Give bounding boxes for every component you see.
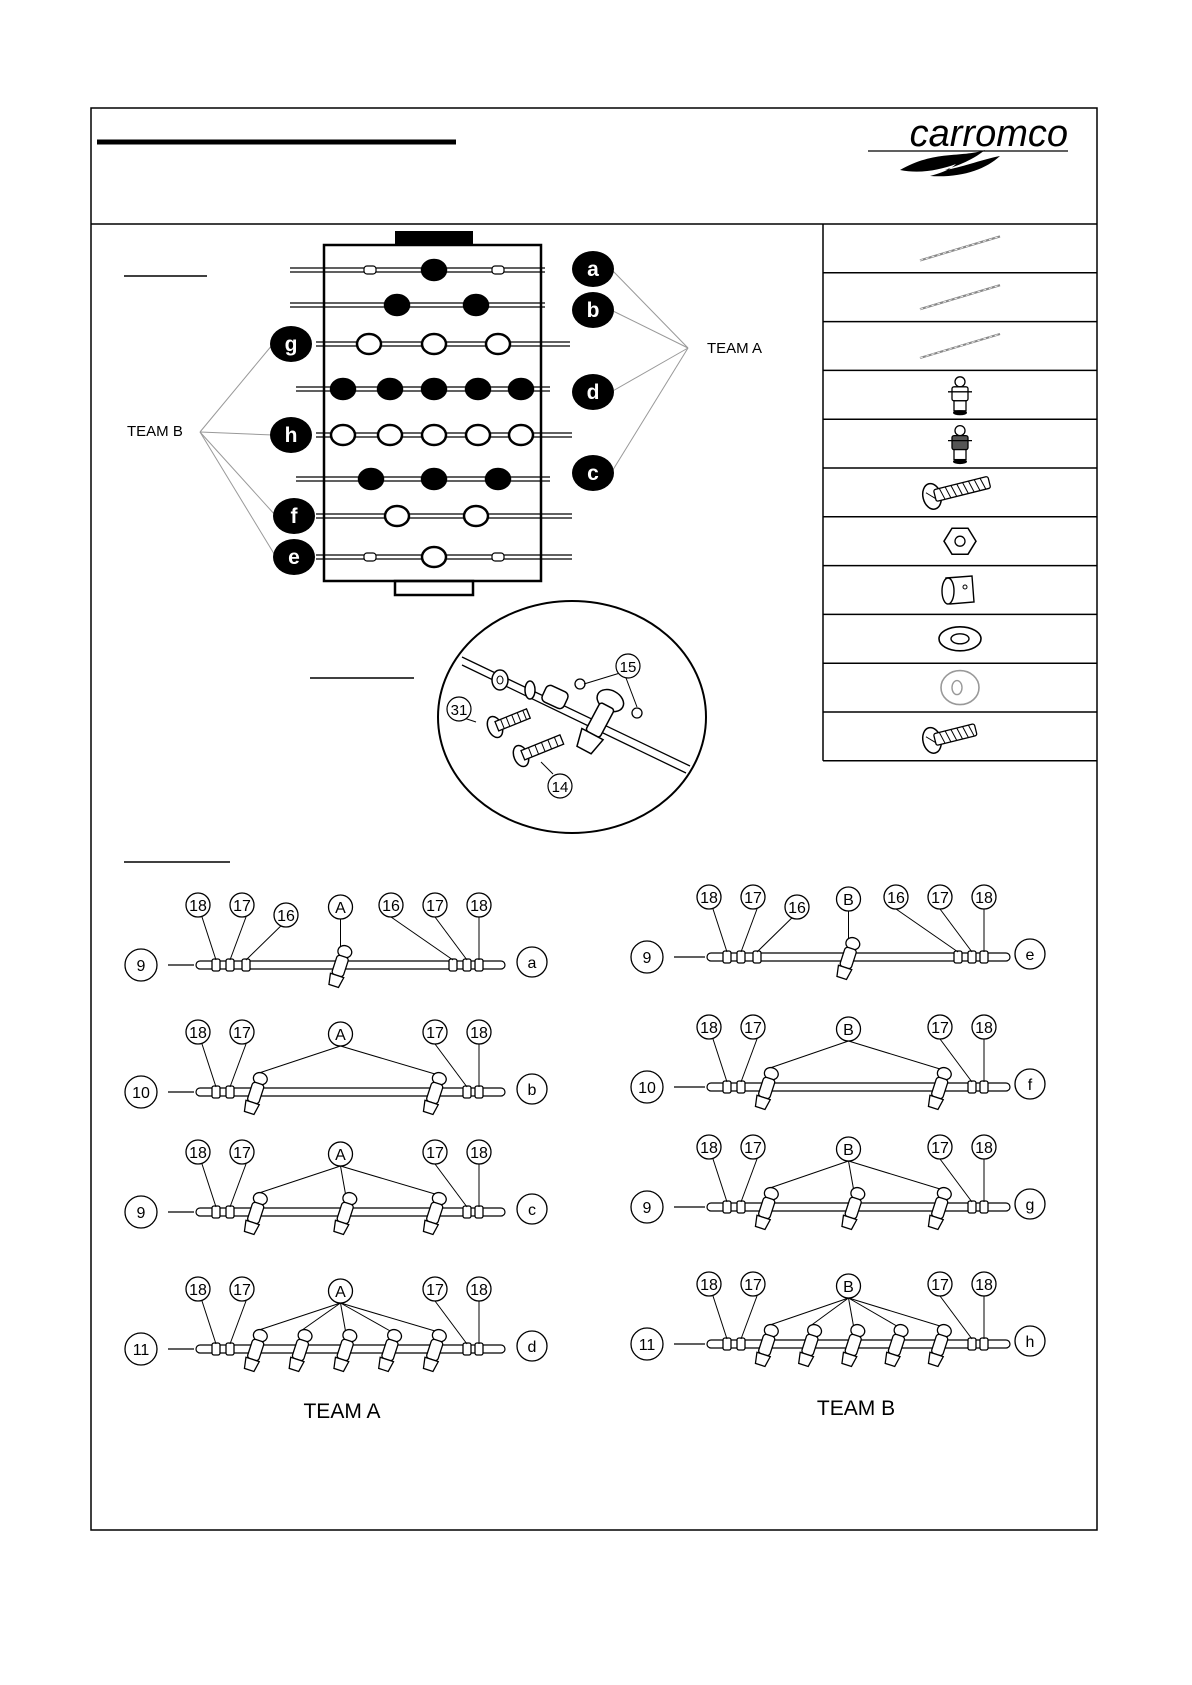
part-callout-18: 18	[975, 1020, 993, 1037]
overview-rod-d	[296, 379, 550, 399]
detail-callout-15: 15	[619, 659, 637, 676]
rod-assembly-d	[125, 1277, 547, 1372]
overview-player	[331, 379, 355, 399]
part-callout-17: 17	[931, 1020, 949, 1037]
detail-bumper	[492, 670, 508, 690]
overview-rod-h	[316, 425, 572, 445]
team-b-assembly-label: TEAM B	[816, 1397, 896, 1420]
team-a-assembly-label: TEAM A	[303, 1400, 381, 1423]
overview-player	[422, 334, 446, 354]
part-callout-17: 17	[233, 1282, 251, 1299]
overview-badge-d	[572, 374, 614, 410]
overview-badge-a	[572, 251, 614, 287]
part-callout-16: 16	[277, 908, 295, 925]
rod-letter: a	[527, 955, 537, 972]
overview-player	[422, 260, 446, 280]
part-callout-16: 16	[887, 890, 905, 907]
short-screw-icon	[920, 717, 979, 755]
overview-badge-f	[273, 498, 315, 534]
overview-player	[466, 425, 490, 445]
rod-letter: g	[1025, 1197, 1035, 1214]
player-team-a-icon	[948, 377, 972, 416]
goal-bottom	[395, 581, 473, 595]
player-team-callout: B	[843, 1142, 854, 1159]
part-callout-17: 17	[744, 1277, 762, 1294]
table-overview-diagram	[127, 231, 762, 595]
team-a-leader	[611, 269, 688, 348]
rubber-bumper-icon	[941, 671, 979, 705]
overview-player	[464, 506, 488, 526]
rod-assemblies	[125, 885, 1045, 1372]
detail-nut-1	[575, 679, 585, 689]
team-b-leader	[200, 432, 276, 557]
rod-assembly-e	[631, 885, 1045, 980]
overview-badge-h	[270, 417, 312, 453]
part-callout-18: 18	[975, 1277, 993, 1294]
player-team-callout: A	[335, 1284, 346, 1301]
goal-top	[395, 231, 473, 245]
rod-part-number: 11	[638, 1337, 656, 1354]
long-screw-icon	[920, 470, 992, 512]
part-callout-17: 17	[744, 1140, 762, 1157]
overview-player	[422, 547, 446, 567]
overview-player	[385, 506, 409, 526]
overview-rod-g	[316, 334, 570, 354]
part-callout-18: 18	[470, 898, 488, 915]
rod-medium-icon	[920, 285, 1000, 309]
rod-part-number: 10	[638, 1080, 656, 1097]
overview-badge-letter-e: e	[288, 546, 300, 569]
player-team-callout: B	[843, 892, 854, 909]
part-callout-17: 17	[426, 1145, 444, 1162]
part-callout-18: 18	[470, 1025, 488, 1042]
player-team-callout: B	[843, 1022, 854, 1039]
player-team-callout: A	[335, 900, 346, 917]
part-callout-18: 18	[189, 1282, 207, 1299]
hex-nut-icon	[944, 528, 976, 554]
player-team-callout: A	[335, 1147, 346, 1164]
team-b-label: TEAM B	[127, 423, 183, 440]
part-callout-18: 18	[700, 1277, 718, 1294]
detail-view	[438, 601, 706, 833]
detail-callout-14: 14	[551, 779, 569, 796]
detail-player	[572, 685, 628, 756]
part-callout-17: 17	[931, 1277, 949, 1294]
rod-letter: h	[1025, 1334, 1035, 1351]
overview-rod-e	[316, 547, 572, 567]
rod-letter: f	[1027, 1077, 1033, 1094]
detail-screw-14	[510, 729, 566, 769]
overview-rod-f	[316, 506, 572, 526]
overview-rod-b	[290, 295, 545, 315]
part-callout-18: 18	[189, 1025, 207, 1042]
bumper-sleeve-icon	[942, 576, 974, 604]
rod-part-number: 9	[136, 1205, 146, 1222]
rod-assembly-g	[631, 1135, 1045, 1230]
rod-part-number: 10	[132, 1085, 150, 1102]
overview-badge-g	[270, 326, 312, 362]
detail-callout-31: 31	[450, 702, 468, 719]
part-callout-18: 18	[189, 1145, 207, 1162]
overview-player	[422, 469, 446, 489]
table-outline	[324, 245, 541, 581]
player-team-callout: B	[843, 1279, 854, 1296]
part-callout-18: 18	[700, 1140, 718, 1157]
overview-player	[466, 379, 490, 399]
detail-screw-31	[484, 703, 532, 740]
part-callout-17: 17	[931, 890, 949, 907]
overview-player	[422, 379, 446, 399]
part-callout-17: 17	[233, 898, 251, 915]
brand-logo	[868, 113, 1068, 176]
rod-short-icon	[920, 334, 1000, 358]
overview-player	[422, 425, 446, 445]
team-a-leader	[611, 348, 688, 473]
team-a-label: TEAM A	[707, 340, 763, 357]
overview-player	[378, 425, 402, 445]
rod-letter: c	[528, 1202, 536, 1219]
overview-badge-letter-a: a	[587, 258, 599, 281]
part-callout-17: 17	[233, 1025, 251, 1042]
overview-player	[486, 469, 510, 489]
rod-letter: e	[1025, 947, 1035, 964]
part-callout-18: 18	[700, 1020, 718, 1037]
team-b-leader	[200, 432, 273, 435]
overview-player	[509, 425, 533, 445]
team-b-leader	[200, 344, 273, 432]
rod-letter: d	[527, 1339, 537, 1356]
detail-washer	[525, 681, 535, 699]
overview-badge-letter-f: f	[290, 505, 298, 528]
rod-assembly-b	[125, 1020, 547, 1115]
rod-assembly-c	[125, 1140, 547, 1235]
part-callout-17: 17	[931, 1140, 949, 1157]
rod-part-number: 11	[132, 1342, 150, 1359]
rod-part-number: 9	[136, 958, 146, 975]
part-callout-18: 18	[189, 898, 207, 915]
overview-player	[385, 295, 409, 315]
rod-assembly-a	[125, 893, 547, 988]
overview-player	[357, 334, 381, 354]
rod-assembly-f	[631, 1015, 1045, 1110]
overview-player	[331, 425, 355, 445]
part-callout-16: 16	[382, 898, 400, 915]
team-b-leader	[200, 432, 276, 516]
overview-player	[378, 379, 402, 399]
team-a-leader	[611, 310, 688, 348]
overview-badge-e	[273, 539, 315, 575]
team-a-leader	[611, 348, 688, 392]
part-callout-17: 17	[233, 1145, 251, 1162]
part-callout-18: 18	[975, 890, 993, 907]
player-team-callout: A	[335, 1027, 346, 1044]
overview-badge-letter-g: g	[284, 333, 298, 356]
part-callout-17: 17	[426, 898, 444, 915]
overview-rod-c	[296, 469, 550, 489]
rod-assembly-h	[631, 1272, 1045, 1367]
overview-badge-letter-h: h	[284, 424, 298, 447]
overview-badge-letter-d: d	[586, 381, 600, 404]
rod-part-number: 9	[642, 950, 652, 967]
overview-player	[486, 334, 510, 354]
overview-rod-a	[290, 260, 545, 280]
part-callout-18: 18	[470, 1145, 488, 1162]
detail-nut-2	[632, 708, 642, 718]
rod-letter: b	[527, 1082, 537, 1099]
part-callout-18: 18	[470, 1282, 488, 1299]
part-callout-18: 18	[975, 1140, 993, 1157]
part-callout-17: 17	[744, 1020, 762, 1037]
overview-player	[509, 379, 533, 399]
overview-player	[464, 295, 488, 315]
overview-badge-c	[572, 455, 614, 491]
detail-circle	[438, 601, 706, 833]
part-callout-16: 16	[788, 900, 806, 917]
part-callout-18: 18	[700, 890, 718, 907]
overview-badge-letter-b: b	[586, 299, 600, 322]
overview-badge-b	[572, 292, 614, 328]
parts-table	[823, 224, 1097, 761]
part-callout-17: 17	[744, 890, 762, 907]
rod-long-icon	[920, 236, 1000, 260]
part-callout-17: 17	[426, 1282, 444, 1299]
washer-icon	[939, 627, 981, 651]
brand-logo-text: carromco	[909, 113, 1068, 155]
player-team-b-icon	[948, 426, 972, 465]
rod-part-number: 9	[642, 1200, 652, 1217]
part-callout-17: 17	[426, 1025, 444, 1042]
overview-player	[359, 469, 383, 489]
overview-badge-letter-c: c	[587, 462, 599, 485]
